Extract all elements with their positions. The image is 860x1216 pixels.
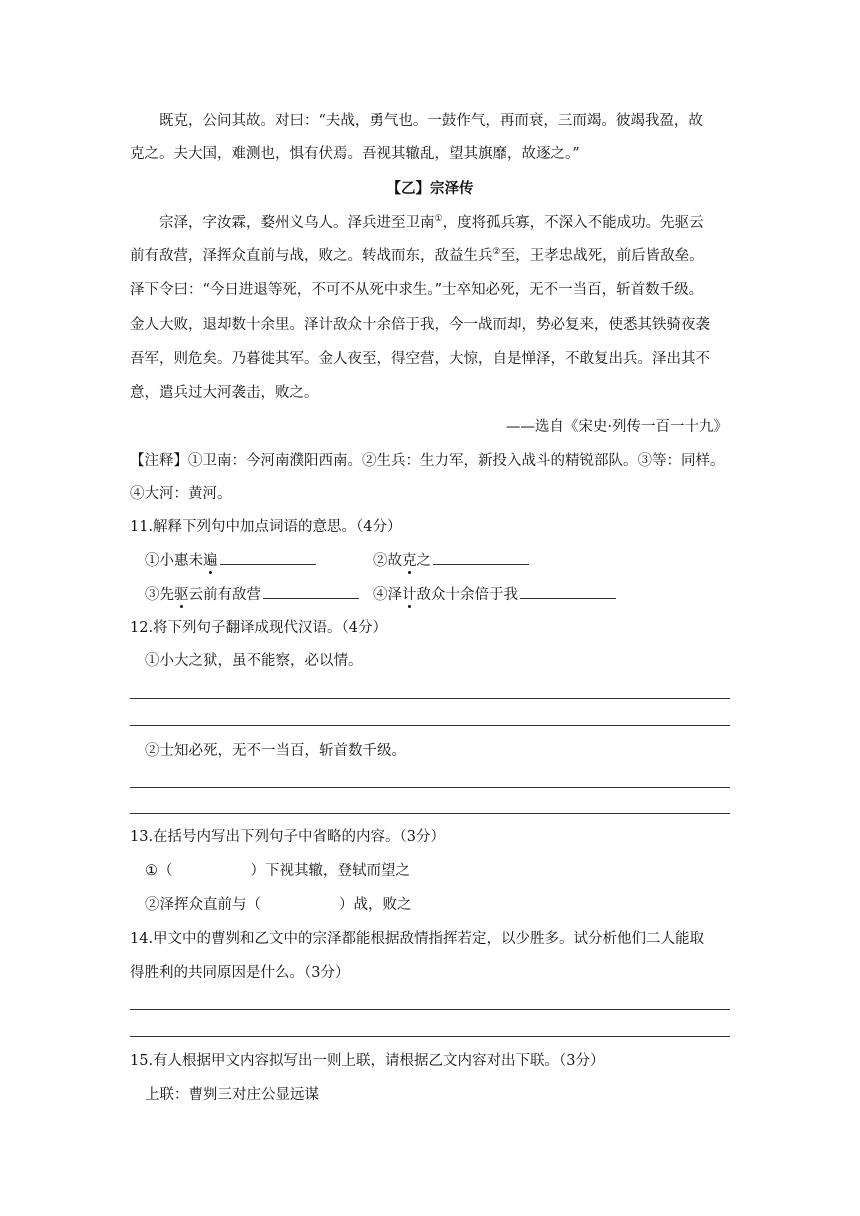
- q13-item-1: ①（ ）下视其辙，登轼而望之: [145, 863, 410, 879]
- q12-answer-line-2[interactable]: [130, 725, 730, 726]
- q14-line-2: 得胜利的共同原因是什么。（3分）: [130, 965, 350, 981]
- q11-answer-blank-1[interactable]: [220, 550, 316, 565]
- q11-answer-blank-2[interactable]: [433, 550, 529, 565]
- q14-answer-line-2[interactable]: [130, 1036, 730, 1037]
- q13-stem: 13.在括号内写出下列句子中省略的内容。（3分）: [130, 829, 446, 845]
- yi-text-line-5: 吾军，则危矣。乃暮徙其军。金人夜至，得空营，大惊，自是惮泽，不敢复出兵。泽出其不: [130, 351, 710, 367]
- notes-line-2: ④大河：黄河。: [130, 486, 232, 502]
- yi-source: ——选自《宋史·列传一百一十九》: [505, 419, 728, 435]
- q12-stem: 12.将下列句子翻译成现代汉语。（4分）: [130, 620, 388, 636]
- yi-text-line-6: 意，遣兵过大河袭击，败之。: [130, 385, 319, 401]
- q11-row-2: ③先驱云前有敌营 ④泽计敌众十余倍于我: [145, 584, 730, 606]
- q14-answer-line-1[interactable]: [130, 1009, 730, 1010]
- q12-answer-line-4[interactable]: [130, 813, 730, 814]
- q11-row-1: ①小惠未遍 ②故克之: [145, 550, 730, 572]
- q14-line-1: 14.甲文中的曹刿和乙文中的宗泽都能根据敌情指挥若定，以少胜多。试分析他们二人能取: [130, 931, 705, 947]
- q13-item-2: ②泽挥众直前与（ ）战，败之: [145, 897, 412, 913]
- q12-answer-line-1[interactable]: [130, 698, 730, 699]
- yi-title: 【乙】宗泽传: [386, 181, 474, 197]
- jia-text-line-1: 既克，公问其故。对曰：“夫战，勇气也。一鼓作气，再而衰，三而竭。彼竭我盈，故: [159, 113, 703, 129]
- yi-text-line-1: 宗泽，字汝霖，婺州义乌人。泽兵进至卫南①，度将孤兵寡，不深入不能成功。先驱云: [159, 214, 704, 231]
- q15-upper-couplet: 上联：曹刿三对庄公显远谋: [145, 1087, 319, 1103]
- yi-text-line-2: 前有敌营，泽挥众直前与战，败之。转战而东，敌益生兵②至，王孝忠战死，前后皆敌垒。: [130, 247, 704, 264]
- q12-sentence-2: ②士知必死，无不一当百，斩首数千级。: [145, 743, 406, 759]
- yi-text-line-4: 金人大败，退却数十余里。泽计敌众十余倍于我，今一战而却，势必复来，使悉其铁骑夜袭: [130, 317, 710, 333]
- jia-text-line-2: 克之。夫大国，难测也，惧有伏焉。吾视其辙乱，望其旗靡，故逐之。”: [130, 146, 580, 162]
- q11-answer-blank-3[interactable]: [263, 584, 359, 599]
- q15-stem: 15.有人根据甲文内容拟写出一则上联，请根据乙文内容对出下联。（3分）: [130, 1053, 605, 1069]
- notes-line-1: 【注释】①卫南：今河南濮阳西南。②生兵：生力军，新投入战斗的精锐部队。③等：同样。: [130, 453, 725, 469]
- q12-answer-line-3[interactable]: [130, 787, 730, 788]
- q11-stem: 11.解释下列句中加点词语的意思。（4分）: [130, 519, 402, 535]
- q11-answer-blank-4[interactable]: [520, 584, 616, 599]
- yi-text-line-3: 泽下令曰：“今日进退等死，不可不从死中求生。”士卒知必死，无不一当百，斩首数千级。: [130, 282, 704, 298]
- q12-sentence-1: ①小大之狱，虽不能察，必以情。: [145, 653, 363, 669]
